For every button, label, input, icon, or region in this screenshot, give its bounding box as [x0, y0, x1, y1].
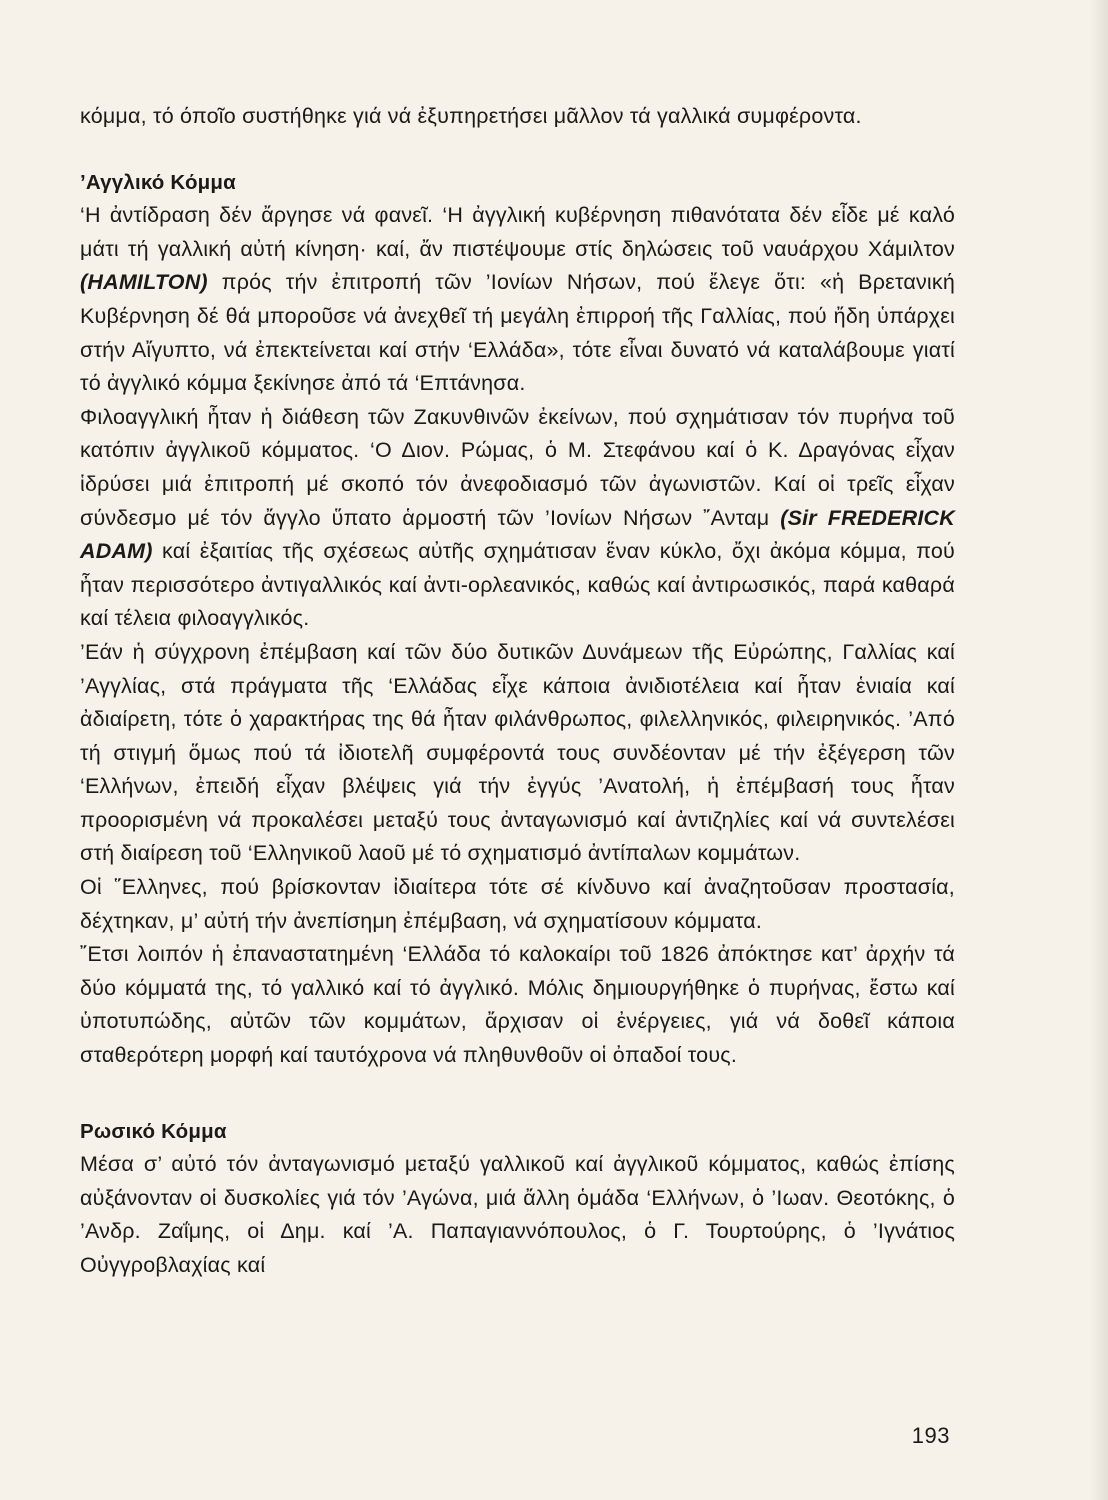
paragraph-russian-1: Μέσα σ’ αὐτό τόν ἀνταγωνισμό μεταξύ γαλλικοῦ καί ἀγγλικοῦ κόμματος, καθώς ἐπίσης αὐξάνονταν οἱ δυσκολίες γιά τόν ’Αγώνα, μιά ἄλλη ὁμάδα ‘Ελλήνων, ὁ ’Ιωαν. Θεοτόκης, ὁ ’Ανδρ. Ζαΐμης, οἱ Δημ. καί ’Α. Παπαγιαννόπουλος, ὁ Γ. Τουρτούρης, ὁ ’Ιγνάτιος Οὐγγροβλαχίας καί — [80, 1152, 955, 1277]
paragraph-english-5: ῎Ετσι λοιπόν ἡ ἐπαναστατημένη ‘Ελλάδα τό καλοκαίρι τοῦ 1826 ἀπόκτησε κατ’ ἀρχήν τά δύο κόμματά της, τό γαλλικό καί τό ἀγγλικό. Μόλις δημιουργήθηκε ὁ πυρήνας, ἔστω καί ὑποτυπώδης, αὐτῶν τῶν κομμάτων, ἄρχισαν οἱ ἐνέργειες, γιά νά δοθεῖ κάποια σταθερότερη μορφή καί ταυτόχρονα νά πληθυνθοῦν οἱ ὀπαδοί τους. — [80, 942, 955, 1068]
latin-name-hamilton: (HAMILTON) — [80, 270, 208, 295]
page-edge-shadow — [1090, 0, 1108, 1500]
paragraph-text: ‘Η ἀντίδραση δέν ἄργησε νά φανεῖ. ‘Η ἀγγλική κυβέρνηση πιθανότατα δέν εἶδε μέ καλό μάτι τή γαλλική αὐτή κίνηση· καί, ἄν πιστέψουμε στίς δηλώσεις τοῦ ναυάρχου Χάμιλτον — [80, 203, 955, 261]
continued-paragraph: κόμμα, τό όποῖο συστήθηκε γιά νά ἐξυπηρετήσει μᾶλλον τά γαλλικά συμφέροντα. — [80, 104, 862, 128]
paragraph-english-2 — [80, 401, 955, 636]
section-heading-russian-party: Ρωσικό Κόμμα — [80, 1119, 227, 1143]
section-gap — [80, 134, 955, 166]
paragraph-text: καί ἐξαιτίας τῆς σχέσεως αὐτῆς σχημάτισαν ἕναν κύκλο, ὄχι ἀκόμα κόμμα, πού ἦταν περισσότερο ἀντιγαλλικός καί ἀντι-ορλεανικός, καθώς καί ἀντιρωσικός, παρά καθαρά καί τέλεια φιλοαγγλικός. — [80, 539, 955, 631]
paragraph-english-4: Οἱ ῞Ελληνες, πού βρίσκονταν ἰδιαίτερα τότε σέ κίνδυνο καί ἀναζητοῦσαν προστασία, δέχτηκαν, μ’ αὐτή τήν ἀνεπίσημη ἐπέμβαση, νά σχηματίσουν κόμματα. — [80, 875, 955, 933]
section-heading-english-party: ’Αγγλικό Κόμμα — [80, 170, 236, 194]
section-gap — [80, 1073, 955, 1115]
paragraph-english-3: ’Εάν ἡ σύγχρονη ἐπέμβαση καί τῶν δύο δυτικῶν Δυνάμεων τῆς Εὐρώπης, Γαλλίας καί ’Αγγλίας, στά πράγματα τῆς ‘Ελλάδας εἶχε κάποια ἀνιδιοτέλεια καί ἦταν ἑνιαία καί ἀδιαίρετη, τότε ὁ χαρακτήρας της θά ἦταν φιλάνθρωπος, φιλελληνικός, φιλειρηνικός. ’Από τή στιγμή ὅμως πού τά ἰδιοτελῆ συμφέροντά τους συνδέονταν μέ τήν ἐξέγερση τῶν ‘Ελλήνων, ἐπειδή εἶχαν βλέψεις γιά τήν ἐγγύς ’Ανατολή, ἡ ἐπέμβασή τους ἦταν προορισμένη νά προκαλέσει μεταξύ τους ἀνταγωνισμό καί ἀντιζηλίες καί νά συντελέσει στή διαίρεση τοῦ ‘Ελληνικοῦ λαοῦ μέ τό σχηματισμό ἀντίπαλων κομμάτων. — [80, 639, 955, 866]
paragraph-text: Φιλοαγγλική ἦταν ἡ διάθεση τῶν Ζακυνθινῶν ἐκείνων, πού σχημάτισαν τόν πυρήνα τοῦ κατόπιν ἀγγλικοῦ κόμματος. ‘Ο Διον. Ρώμας, ὁ Μ. Στεφάνου καί ὁ Κ. Δραγόνας εἶχαν ἱδρύσει μιά ἐπιτροπή μέ σκοπό τόν ἀνεφοδιασμό τῶν ἀγωνιστῶν. Καί οἱ τρεῖς εἶχαν σύνδεσμο μέ τόν ἄγγλο ὕπατο ἁρμοστή τῶν ’Ιονίων Νήσων ῎Ανταμ — [80, 404, 955, 530]
page-body — [80, 100, 955, 1283]
page-number: 193 — [911, 1423, 950, 1448]
latin-name-adam: (Sir FREDERICK ADAM) — [80, 505, 955, 564]
paragraph-english-1 — [80, 199, 955, 401]
paragraph-text: πρός τήν ἐπιτροπή τῶν ’Ιονίων Νήσων, πού ἔλεγε ὅτι: «ἡ Βρετανική Κυβέρνηση δέ θά μποροῦσε νά ἀνεχθεῖ τή μεγάλη ἐπιρροή τῆς Γαλλίας, πού ἤδη ὑπάρχει στήν Αἴγυπτο, νά ἐπεκτείνεται καί στήν ‘Ελλάδα», τότε εἶναι δυνατό νά καταλάβουμε γιατί τό ἀγγλικό κόμμα ξεκίνησε ἀπό τά ‘Επτάνησα. — [80, 270, 955, 396]
